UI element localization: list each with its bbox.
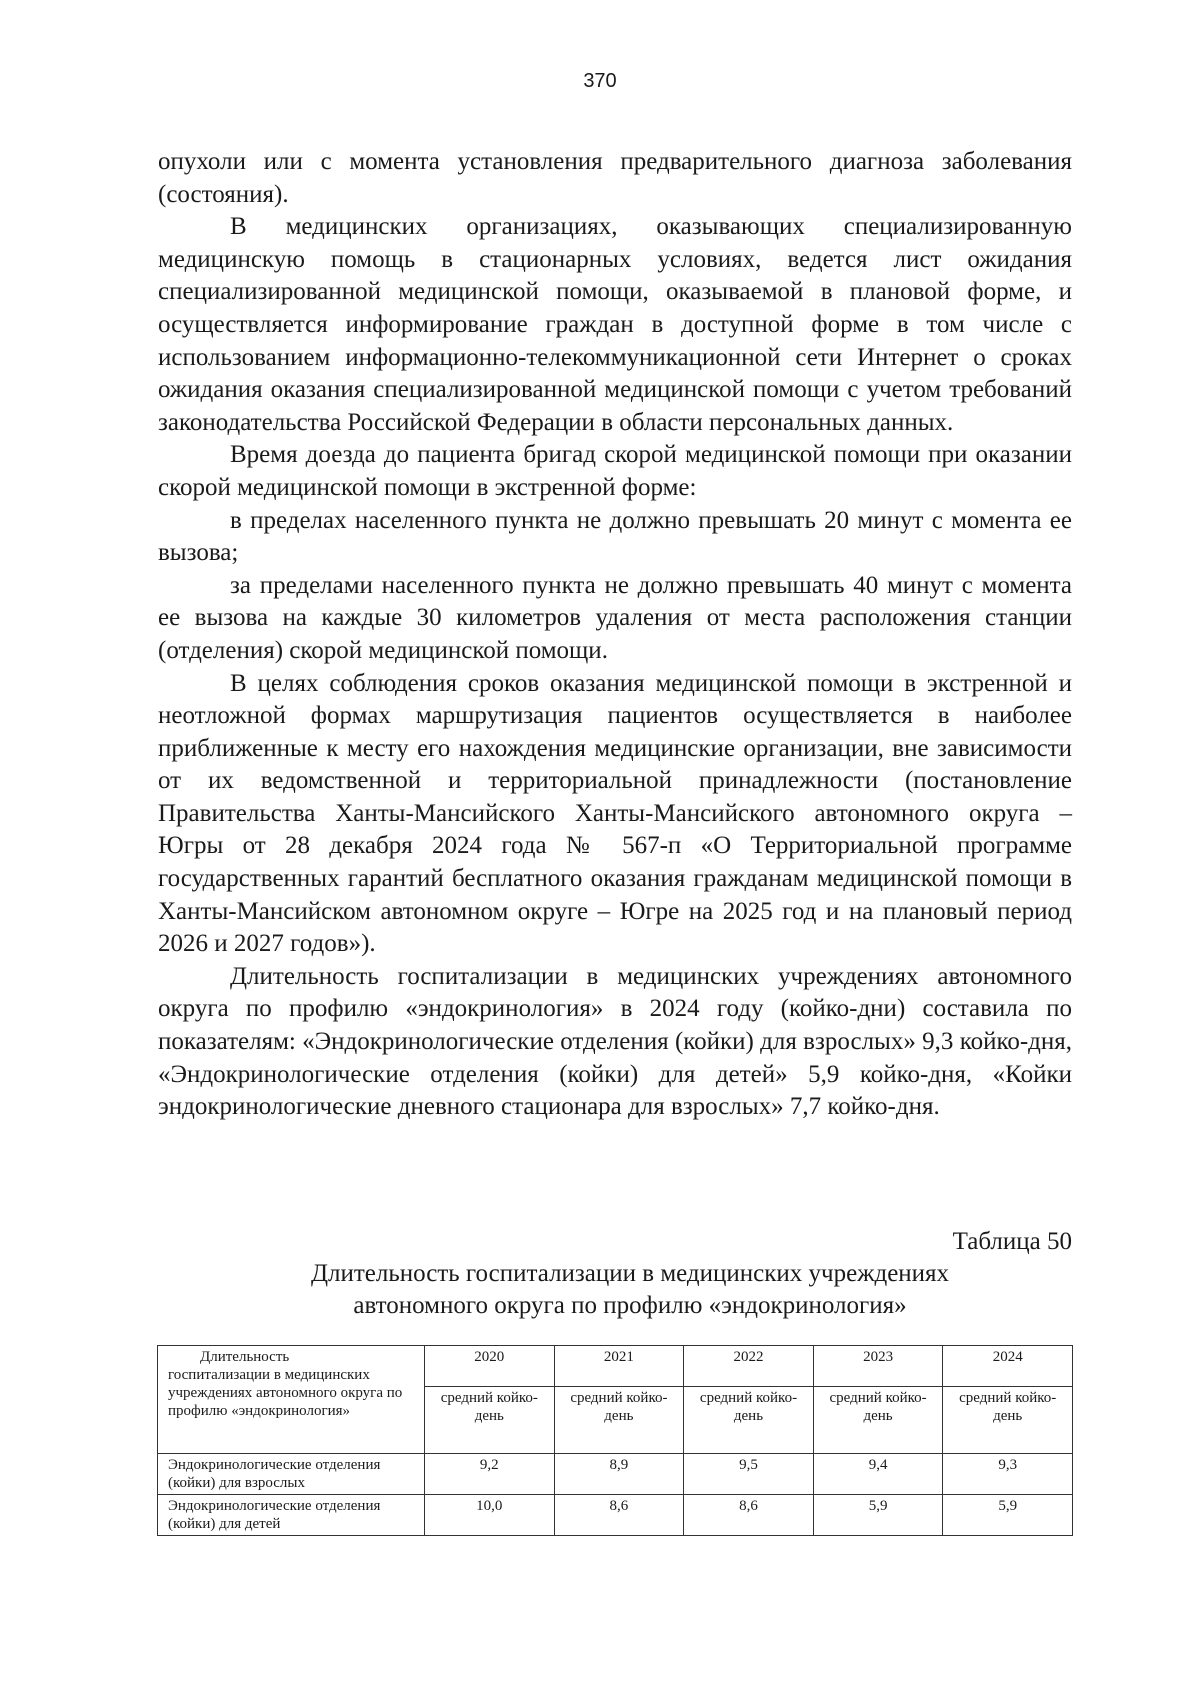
row-value: 5,9 <box>943 1495 1073 1536</box>
row-label: Эндокринологические отделения (койки) для взрослых <box>158 1454 425 1495</box>
header-first-word: Длительность <box>200 1349 290 1365</box>
year-header-2023: 2023 <box>813 1346 943 1387</box>
year-header-2020: 2020 <box>425 1346 555 1387</box>
year-header-2021: 2021 <box>554 1346 684 1387</box>
year-header-2024: 2024 <box>943 1346 1073 1387</box>
table-label: Таблица 50 <box>952 1228 1072 1255</box>
hospitalization-table <box>157 1345 1073 1536</box>
row-value: 9,4 <box>813 1454 943 1495</box>
year-header-2022: 2022 <box>684 1346 814 1387</box>
paragraph-6: В целях соблюдения сроков оказания медицинской помощи в экстренной и неотложной формах маршрутизация пациентов осуществляется в наиболее приближенные к месту его нахождения медицинские организации, вне зависимости от их ведомственной и территориальной принадлежности (постановление Правительства Ханты-Мансийского Ханты-Мансийского автономного округа – Югры от 28 декабря 2024 года № 567-п «О Территориальной программе государственных гарантий бесплатного оказания гражданам медицинской помощи в Ханты-Мансийском автономном округе – Югре на 2025 год и на плановый период 2026 и 2027 годов»). <box>158 669 1072 958</box>
row-value: 9,3 <box>943 1454 1073 1495</box>
paragraph-5: за пределами населенного пункта не должно превышать 40 минут с момента ее вызова на каждые 30 километров удаления от места расположения станции (отделения) скорой медицинской помощи. <box>158 571 1072 664</box>
paragraph-4: в пределах населенного пункта не должно превышать 20 минут с момента ее вызова; <box>158 506 1072 567</box>
page-number: 370 <box>583 70 617 92</box>
row-value: 8,9 <box>554 1454 684 1495</box>
row-value: 8,6 <box>554 1495 684 1536</box>
table-title-line-1: Длительность госпитализации в медицинских учреждениях <box>310 1260 950 1287</box>
paragraph-1: опухоли или с момента установления предварительного диагноза заболевания (состояния). <box>158 148 1072 208</box>
body-text <box>158 146 1072 1124</box>
table-title <box>240 1258 1020 1322</box>
table-row <box>158 1495 1073 1536</box>
subheader-2021: средний койко-день <box>554 1387 684 1454</box>
table-row <box>158 1454 1073 1495</box>
row-value: 9,5 <box>684 1454 814 1495</box>
subheader-2022: средний койко-день <box>684 1387 814 1454</box>
subheader-2023: средний койко-день <box>813 1387 943 1454</box>
row-value: 10,0 <box>425 1495 555 1536</box>
paragraph-3: Время доезда до пациента бригад скорой медицинской помощи при оказании скорой медицинской помощи в экстренной форме: <box>158 441 1072 501</box>
table-header-cell <box>158 1346 425 1454</box>
row-label: Эндокринологические отделения (койки) для детей <box>158 1495 425 1536</box>
paragraph-7: Длительность госпитализации в медицинских учреждениях автономного округа по профилю «эндокринология» в 2024 году (койко-дни) составила по показателям: «Эндокринологические отделения (койки) для взрослых» 9,3 койко-дня, «Эндокринологические отделения (койки) для детей» 5,9 койко-дня, «Койки эндокринологические дневного стационара для взрослых» 7,7 койко-дня. <box>158 962 1072 1121</box>
table-header-row <box>158 1346 1073 1387</box>
row-value: 5,9 <box>813 1495 943 1536</box>
header-rest: госпитализации в медицинских учреждениях автономного округа по профилю «эндокринология» <box>168 1367 403 1419</box>
subheader-2024: средний койко-день <box>943 1387 1073 1454</box>
paragraph-2: В медицинских организациях, оказывающих специализированную медицинскую помощь в стационарных условиях, ведется лист ожидания специализированной медицинской помощи, оказываемой в плановой форме, и осуществляется информирование граждан в доступной форме в том числе с использованием информационно-телекоммуникационной сети Интернет о сроках ожидания оказания специализированной медицинской помощи с учетом требований законодательства Российской Федерации в области персональных данных. <box>158 213 1072 436</box>
table-title-line-2: автономного округа по профилю «эндокринология» <box>353 1292 907 1319</box>
subheader-2020: средний койко-день <box>425 1387 555 1454</box>
row-value: 8,6 <box>684 1495 814 1536</box>
row-value: 9,2 <box>425 1454 555 1495</box>
